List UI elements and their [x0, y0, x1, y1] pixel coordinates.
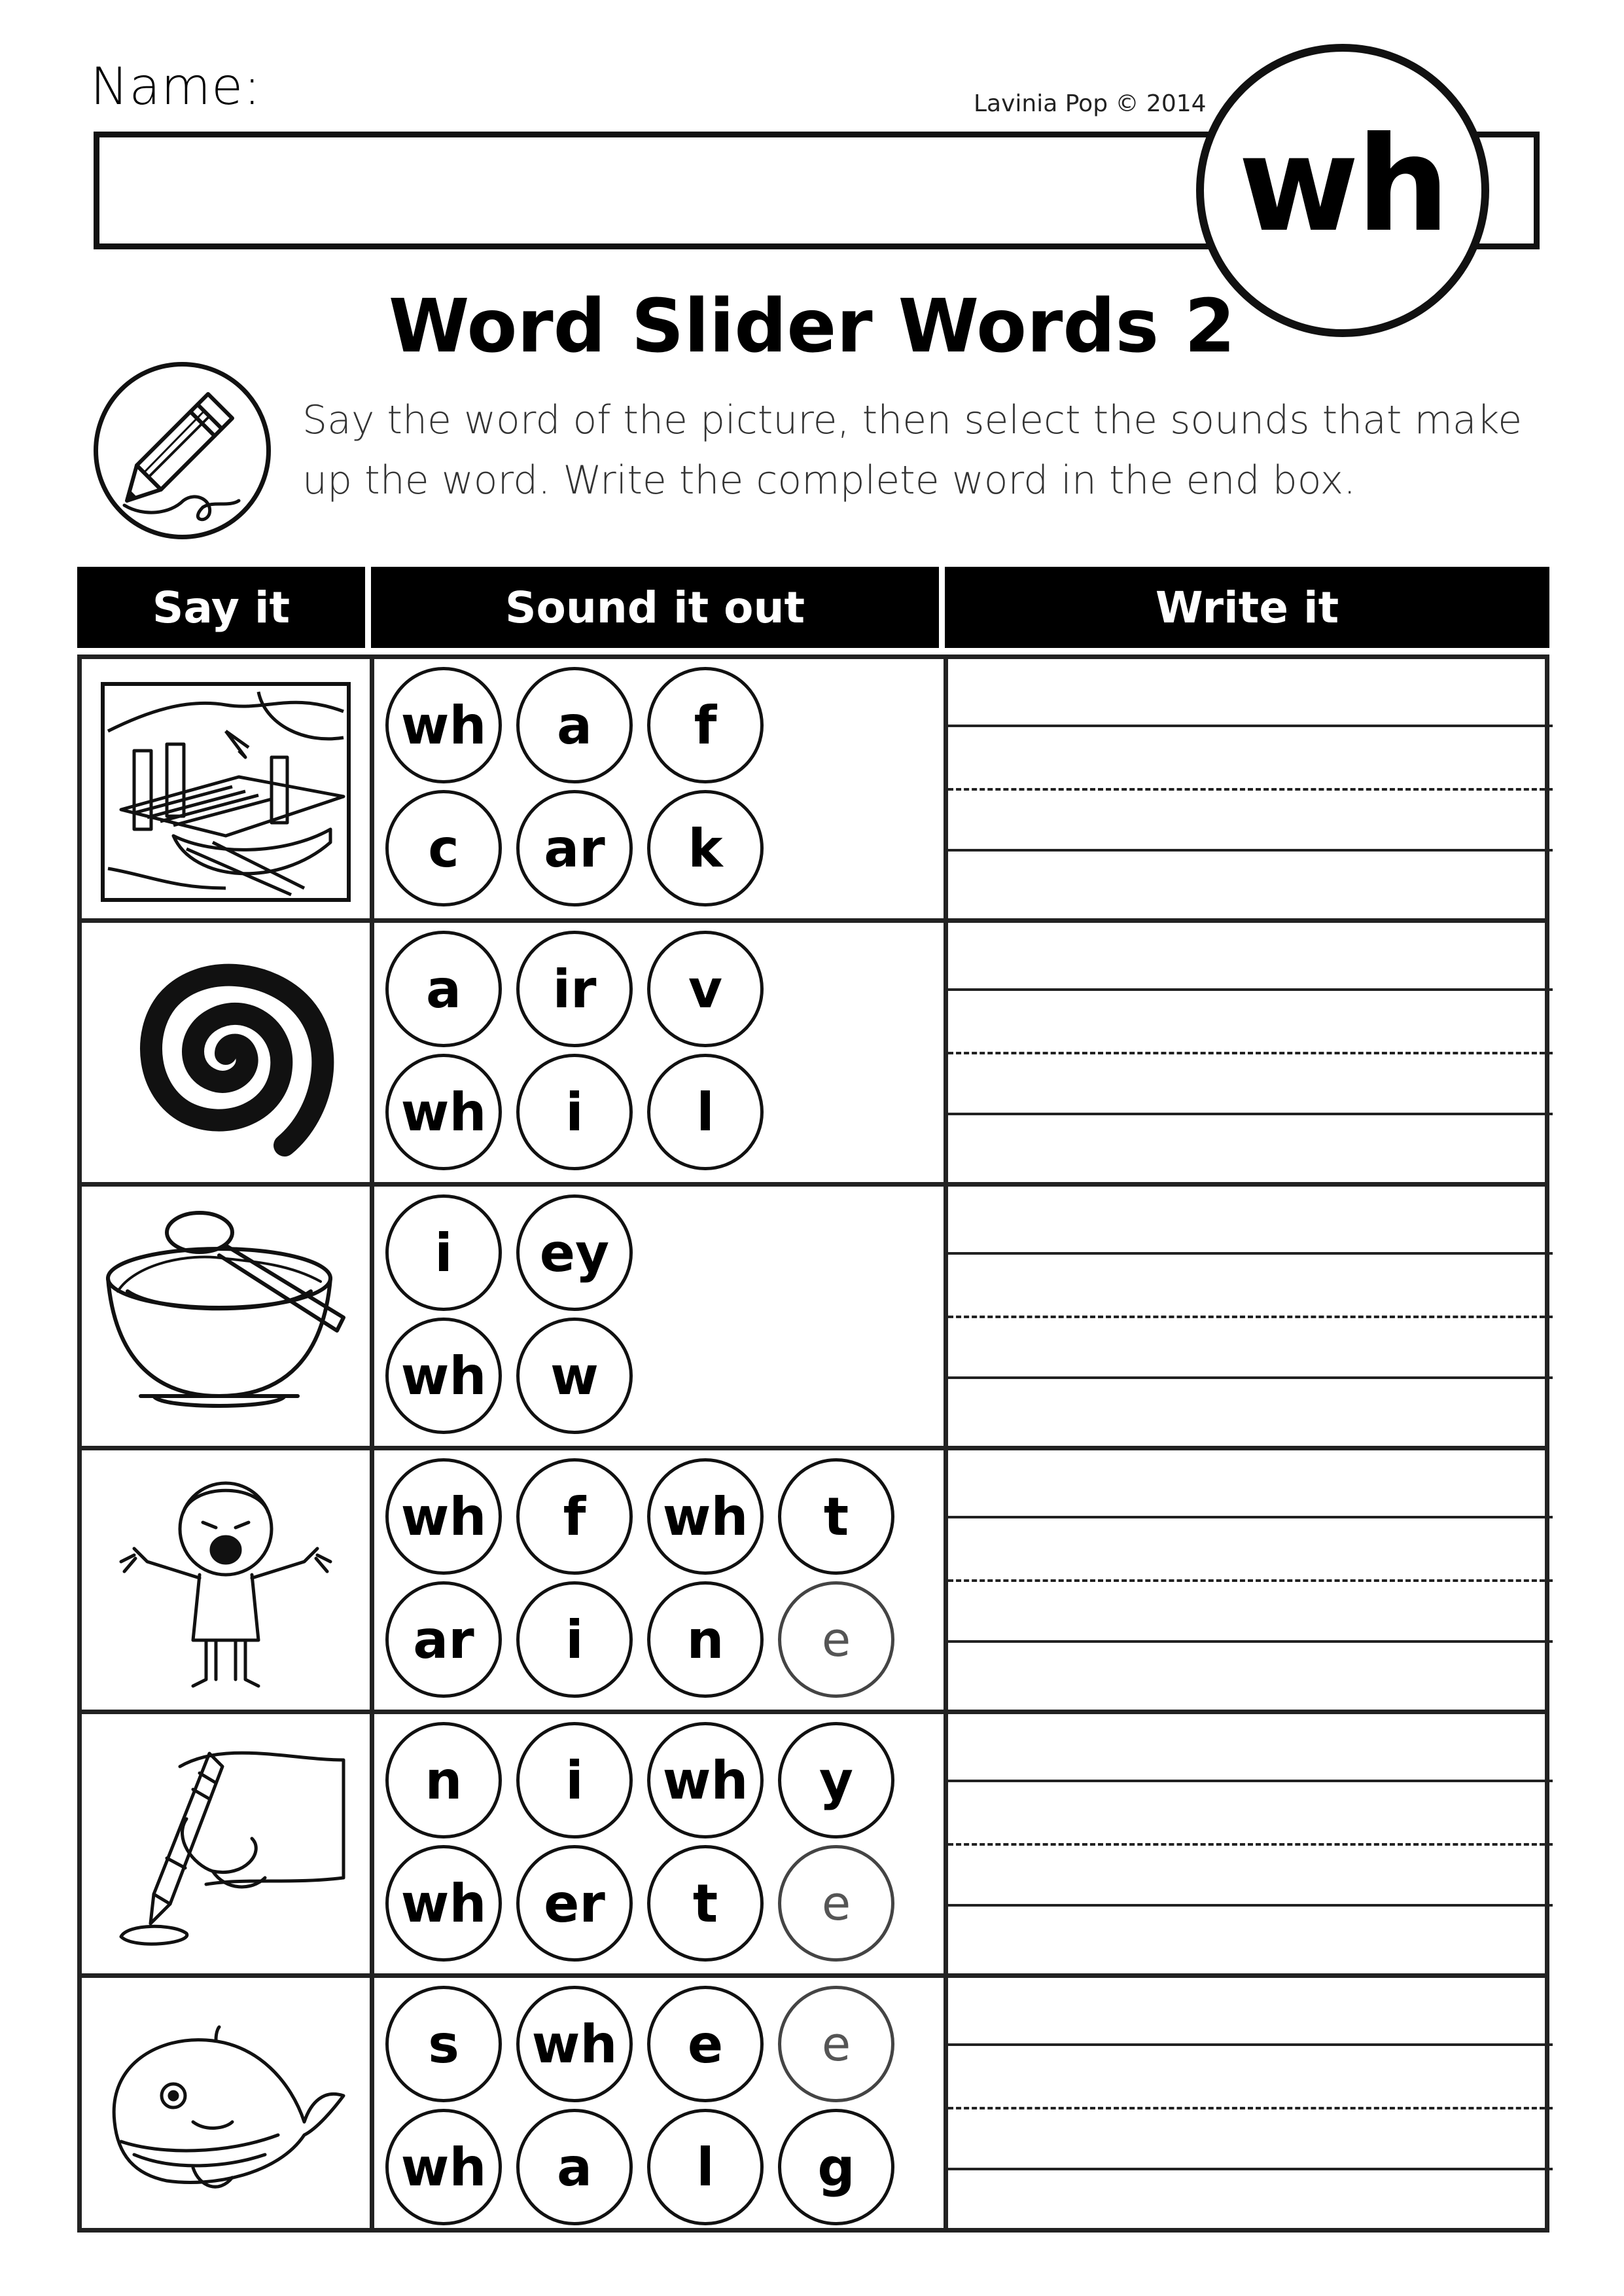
- writing-line: [948, 725, 1553, 727]
- name-label: Name:: [90, 58, 262, 117]
- column-header-sound: Sound it out: [371, 567, 939, 648]
- pencil-icon: [94, 362, 271, 539]
- sound-circle[interactable]: wh: [516, 1986, 633, 2102]
- worksheet-grid: [77, 655, 1549, 2233]
- row-divider: [82, 1973, 1545, 1978]
- sound-circle[interactable]: i: [516, 1581, 633, 1698]
- sound-circle[interactable]: ar: [516, 790, 633, 906]
- table-row: [82, 659, 1545, 921]
- writing-line: [948, 1640, 1553, 1643]
- sound-circle[interactable]: wh: [385, 667, 502, 783]
- write-area[interactable]: [948, 1714, 1549, 1976]
- writing-line: [948, 849, 1553, 852]
- table-row: [82, 1978, 1545, 2240]
- sound-circle[interactable]: l: [647, 2109, 764, 2225]
- write-area[interactable]: [948, 923, 1549, 1185]
- sound-circle[interactable]: a: [516, 667, 633, 783]
- sound-circle[interactable]: wh: [385, 1845, 502, 1962]
- column-header-say: Say it: [77, 567, 365, 648]
- sound-circle[interactable]: c: [385, 790, 502, 906]
- sound-circle[interactable]: wh: [647, 1458, 764, 1575]
- row-divider: [82, 918, 1545, 923]
- sound-circle[interactable]: t: [647, 1845, 764, 1962]
- sound-circle[interactable]: ey: [516, 1194, 633, 1311]
- sound-circle[interactable]: e: [778, 1581, 894, 1698]
- sound-circle[interactable]: ir: [516, 931, 633, 1047]
- sound-circle[interactable]: t: [778, 1458, 894, 1575]
- row-divider: [82, 1446, 1545, 1450]
- sound-circle[interactable]: i: [385, 1194, 502, 1311]
- write-area[interactable]: [948, 1187, 1549, 1448]
- table-row: [82, 1714, 1545, 1976]
- table-row: [82, 1450, 1545, 1712]
- sound-circle[interactable]: l: [647, 1054, 764, 1170]
- writing-line: [948, 2043, 1553, 2046]
- writing-midline: [948, 1316, 1553, 1318]
- row-divider: [82, 1182, 1545, 1187]
- sound-circle[interactable]: i: [516, 1054, 633, 1170]
- writing-line: [948, 1376, 1553, 1379]
- table-row: [82, 1187, 1545, 1448]
- sound-circle[interactable]: e: [778, 1986, 894, 2102]
- writing-midline: [948, 1843, 1553, 1846]
- sound-circle[interactable]: w: [516, 1318, 633, 1434]
- sound-circle[interactable]: n: [385, 1722, 502, 1839]
- whirl-icon: [82, 923, 370, 1185]
- write-area[interactable]: [948, 1450, 1549, 1712]
- sound-circle[interactable]: f: [516, 1458, 633, 1575]
- whale-icon: [82, 1978, 370, 2240]
- sound-circle[interactable]: v: [647, 931, 764, 1047]
- sound-circle[interactable]: a: [516, 2109, 633, 2225]
- sound-circle[interactable]: n: [647, 1581, 764, 1698]
- write-area[interactable]: [948, 659, 1549, 921]
- page-title: Word Slider Words 2: [388, 284, 1236, 369]
- writing-midline: [948, 2107, 1553, 2109]
- writing-line: [948, 1113, 1553, 1115]
- sound-circle[interactable]: i: [516, 1722, 633, 1839]
- sound-circle[interactable]: ar: [385, 1581, 502, 1698]
- writing-midline: [948, 1052, 1553, 1054]
- white-icon: [82, 1714, 370, 1976]
- writing-line: [948, 1904, 1553, 1907]
- sound-circle[interactable]: e: [647, 1986, 764, 2102]
- writing-midline: [948, 1579, 1553, 1582]
- copyright-text: Lavinia Pop © 2014: [974, 90, 1207, 117]
- writing-line: [948, 1516, 1553, 1518]
- wharf-icon: [82, 659, 370, 921]
- sound-circle[interactable]: wh: [385, 1458, 502, 1575]
- whey-icon: [82, 1187, 370, 1448]
- badge-text: wh: [1238, 108, 1447, 261]
- table-row: [82, 923, 1545, 1185]
- sound-circle[interactable]: k: [647, 790, 764, 906]
- sound-circle[interactable]: e: [778, 1845, 894, 1962]
- write-area[interactable]: [948, 1978, 1549, 2233]
- column-header-write: Write it: [945, 567, 1549, 648]
- sound-circle[interactable]: f: [647, 667, 764, 783]
- whine-icon: [82, 1450, 370, 1712]
- instructions-text: Say the word of the picture, then select the sounds that make up the word. Write the complete word in the end box.: [302, 397, 1523, 503]
- sound-circle[interactable]: er: [516, 1845, 633, 1962]
- row-divider: [82, 1710, 1545, 1714]
- writing-line: [948, 2168, 1553, 2170]
- sound-circle[interactable]: wh: [647, 1722, 764, 1839]
- writing-line: [948, 1780, 1553, 1782]
- writing-line: [948, 988, 1553, 991]
- sound-circle[interactable]: g: [778, 2109, 894, 2225]
- sound-circle[interactable]: wh: [385, 2109, 502, 2225]
- sound-circle[interactable]: wh: [385, 1054, 502, 1170]
- writing-line: [948, 1252, 1553, 1255]
- sound-circle[interactable]: y: [778, 1722, 894, 1839]
- writing-midline: [948, 788, 1553, 791]
- sound-circle[interactable]: s: [385, 1986, 502, 2102]
- sound-circle[interactable]: wh: [385, 1318, 502, 1434]
- sound-circle[interactable]: a: [385, 931, 502, 1047]
